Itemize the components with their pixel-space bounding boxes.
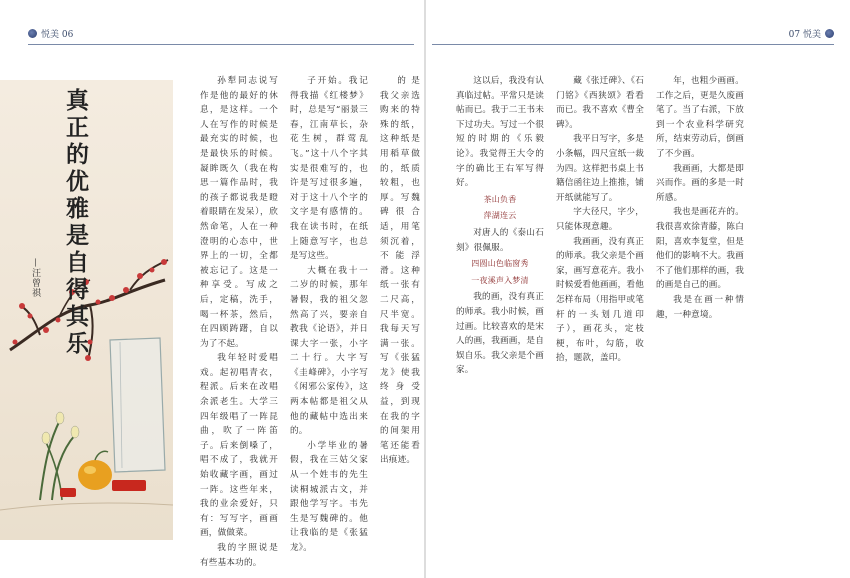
text-column-1	[200, 74, 278, 568]
paragraph: 对唐人的《泰山石刻》很佩服。	[456, 227, 544, 253]
paragraph: 我是在画一种情趣，一种意境。	[656, 294, 744, 320]
article-author: —汪曾祺	[30, 258, 40, 298]
paragraph: 这以后，我没有认真临过帖。平常只是读帖而已。我于二王书未下过功夫。写过一个很短的时期的《乐毅论》。我觉得王大令的字的确比王右军写得好。	[456, 76, 544, 189]
paragraph: 我也是画花卉的。我很喜欢徐青藤，陈白阳，喜欢李复堂，但是他们的影响不大。我画不了他们那样的画，我的画是自己的画。	[656, 207, 744, 291]
vase-emblem-icon	[28, 29, 37, 38]
header-rule	[28, 44, 414, 45]
paragraph: 孙犁同志说写作是他的最好的休息，是这样。一个人在写作的时候是最充实的时候，也是最快乐的时候。凝眸既久（我在构思一篇作品时，我的孩子都说我是瞪着眼睛在发呆），欣然命笔，人在一种澄明的心态中，世界上的一切，全都被忘记了。这是一种享受。写成之后，定稿，洗手，喝一杯茶，然后，在四顾踌躇，自以为了不起。	[200, 76, 278, 349]
paragraph: 小学毕业的暑假，我在三姑父家从一个姓韦的先生读桐城派古文，并跟他学写字。韦先生是写魏碑的。他让我临的是《张猛龙》。	[290, 440, 368, 553]
paragraph: 年，也粗少画画。工作之后，更是久废画笔了。当了右派，下放到一个农业科学研究所，结束劳动后，倒画了不少画。	[656, 76, 744, 159]
right-page	[426, 0, 850, 578]
text-column-3	[456, 74, 544, 530]
left-page	[0, 0, 424, 578]
vase-emblem-icon	[825, 29, 834, 38]
paragraph: 子开始。我记得我描《红楼梦》时，总是写“丽景三春，江南草长，杂花生树，群莺乱飞。”这十八个字其实是很难写的，也许是写过很多遍，对于这十八个字的文字是有感情的。我在读书时，在纸上随意写字，也总是写这些。	[290, 76, 368, 262]
text-column-3a	[380, 74, 420, 530]
header-rule	[432, 44, 834, 45]
paragraph: 的是我父亲选购来的特殊的纸，这种纸是用稻草做的，纸质较粗，也厚。写魏碑很合适，用笔须沉着，不能浮滑。这种纸一张有二尺高，尺半宽。我每天写满一张。写《张猛龙》使我终身受益，到现在我的字的间架用笔还能看出痕迹。	[380, 76, 420, 466]
paragraph: 藏《张迁碑》、《石门铭》《西狭颂》看看而已。我不喜欢《曹全碑》。	[556, 76, 644, 130]
paragraph: 我画画，大都是即兴而作。画的多是一时所感。	[656, 163, 744, 203]
poem-line: 茶山负香	[483, 194, 517, 204]
paragraph: 我平日写字，多是小条幅，四尺宣纸一裁为四。这样把书桌上书籍信函往边上推推，铺开纸就能写了。	[556, 134, 644, 203]
left-header	[28, 27, 73, 40]
poem-line: 四圆山色临窗秀	[471, 259, 529, 269]
paragraph: 我的画，没有真正的师承。我小时候，画过画。比较喜欢的是宋人的画，我画画，是自娱自乐。我父亲是个画家。	[456, 292, 544, 376]
poem-line: 萍湖连云	[483, 211, 517, 221]
paragraph: 大概在我十一二岁的时候，那年暑假，我的祖父忽然高了兴，要亲自教我《论语》，并日课大字一张，小字二十行。大字写《圭峰碑》，小字写《闲邪公家传》，这两本帖都是祖父从他的藏帖中选出来的。	[290, 265, 368, 437]
text-column-4	[556, 74, 644, 530]
poem-line: 一夜溪声入梦清	[471, 275, 529, 285]
right-header	[789, 27, 834, 40]
paragraph: 我的字照说是有些基本功的。	[200, 543, 278, 568]
article-title: 真正的优雅是自得其乐	[62, 88, 89, 358]
right-page-number: 07 悦美	[788, 30, 821, 40]
text-column-2	[290, 74, 368, 553]
paragraph: 我年轻时爱唱戏。起初唱青衣，程派。后来在改唱余派老生。大学三四年级唱了一阵昆曲，吹了一阵笛子。后来倒嗓了，唱不成了，我就开始收藏字画，画过一阵。这些年来，我的业余爱好，只有：写写字，画画画，做做菜。	[200, 353, 278, 539]
paragraph: 我画画，没有真正的师承。我父亲是个画家，画写意花卉。我小时候爱看他画画，看他怎样布局（用指甲或笔杆的一头划几道印子），画花头，定枝梗，布叶，勾筋，收拾，题款，盖印。	[556, 236, 644, 364]
text-column-5	[656, 74, 744, 530]
left-page-number: 悦美 06	[41, 30, 74, 40]
paragraph: 字大径尺，字少，只能体现意趣。	[556, 207, 644, 232]
